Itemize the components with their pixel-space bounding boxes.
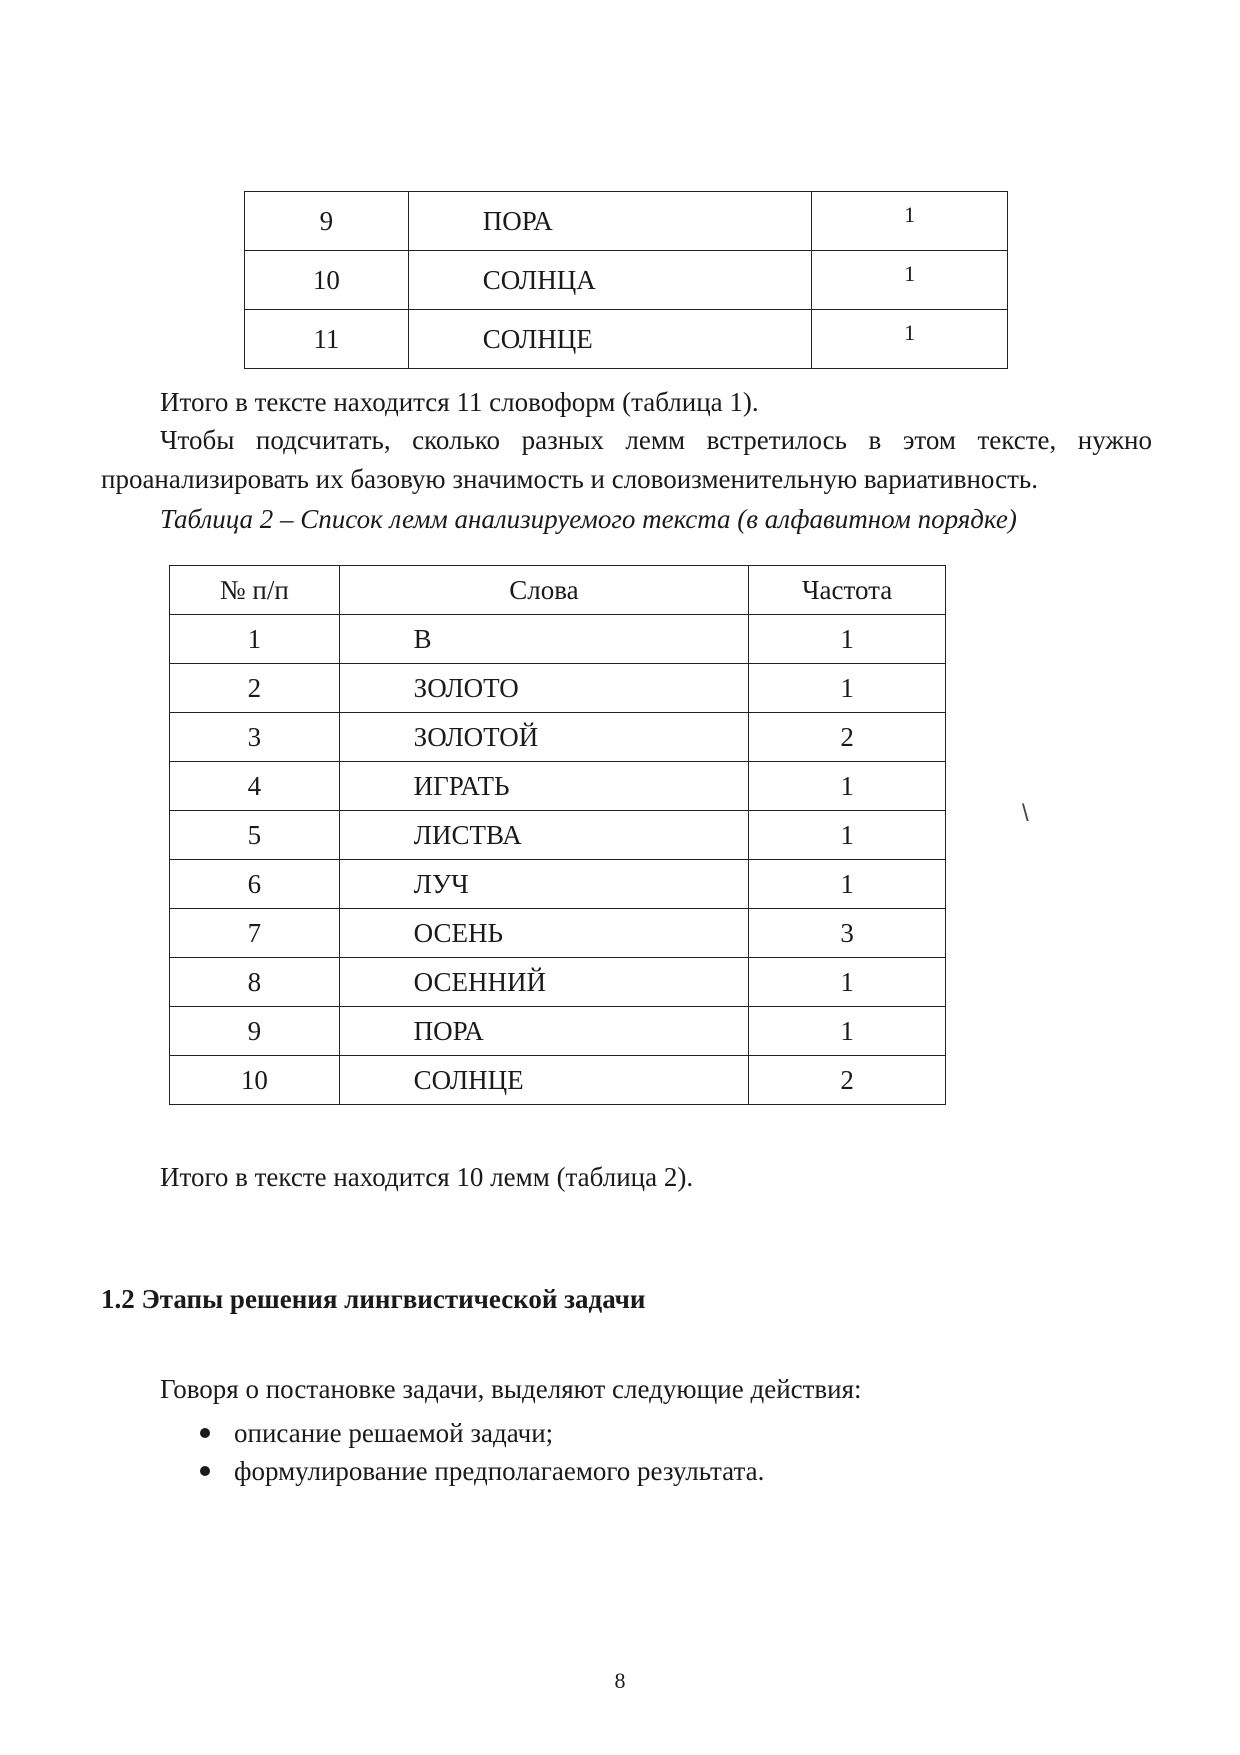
row-number: 7 — [170, 909, 340, 958]
page-number: 8 — [614, 1668, 626, 1693]
frequency-cell: 1 — [749, 1007, 946, 1056]
table-row — [170, 762, 946, 811]
header-frequency: Частота — [749, 566, 946, 615]
intro-text: Говоря о постановке задачи, выделяют следующие действия: — [160, 1374, 862, 1404]
frequency-cell: 2 — [749, 1056, 946, 1105]
frequency-cell: 3 — [749, 909, 946, 958]
table-row — [170, 664, 946, 713]
row-number: 8 — [170, 958, 340, 1007]
wordform-cell: СОЛНЦЕ — [408, 310, 812, 369]
section-heading: 1.2 Этапы решения лингвистической задачи — [101, 1284, 646, 1314]
frequency-cell: 1 — [749, 664, 946, 713]
row-number: 3 — [170, 713, 340, 762]
row-number: 5 — [170, 811, 340, 860]
lemma-cell: СОЛНЦЕ — [339, 1056, 749, 1105]
row-number: 6 — [170, 860, 340, 909]
bullet-icon — [200, 1428, 210, 1438]
lemma-cell: ОСЕНЬ — [339, 909, 749, 958]
lemma-cell: ЗОЛОТОЙ — [339, 713, 749, 762]
row-number: 9 — [170, 1007, 340, 1056]
row-number: 2 — [170, 664, 340, 713]
row-number: 10 — [245, 251, 409, 310]
list-item-text: формулирование предполагаемого результата. — [234, 1456, 765, 1486]
table-row — [170, 615, 946, 664]
frequency-cell: 1 — [749, 615, 946, 664]
frequency-cell: 1 — [812, 310, 1008, 369]
lemma-cell: ОСЕННИЙ — [339, 958, 749, 1007]
frequency-cell: 1 — [749, 860, 946, 909]
table-row — [245, 310, 1008, 369]
list-item-text: описание решаемой задачи; — [234, 1418, 554, 1448]
frequency-cell: 1 — [812, 192, 1008, 251]
wordforms-table-continuation — [244, 191, 1008, 369]
lemma-cell: ЛИСТВА — [339, 811, 749, 860]
lemma-cell: ИГРАТЬ — [339, 762, 749, 811]
row-number: 1 — [170, 615, 340, 664]
table-row — [170, 909, 946, 958]
table-row — [170, 958, 946, 1007]
total-wordforms-text: Итого в тексте находится 11 словоформ (таблица 1). — [160, 387, 759, 417]
lemma-cell: В — [339, 615, 749, 664]
table-row — [170, 1007, 946, 1056]
table-row — [170, 713, 946, 762]
row-number: 10 — [170, 1056, 340, 1105]
frequency-cell: 1 — [812, 251, 1008, 310]
header-words: Слова — [339, 566, 749, 615]
table-header-row — [170, 566, 946, 615]
paragraph-line-2: проанализировать их базовую значимость и словоизменительную вариативность. — [101, 464, 1038, 494]
row-number: 4 — [170, 762, 340, 811]
paragraph-line-1: Чтобы подсчитать, сколько разных лемм встретилось в этом тексте, нужно — [160, 425, 1152, 455]
table2-caption: Таблица 2 – Список лемм анализируемого текста (в алфавитном порядке) — [160, 504, 1017, 534]
bullet-icon — [200, 1466, 210, 1476]
row-number: 11 — [245, 310, 409, 369]
table-row — [245, 192, 1008, 251]
lemmas-table — [169, 565, 946, 1105]
table-row — [170, 860, 946, 909]
frequency-cell: 1 — [749, 811, 946, 860]
frequency-cell: 2 — [749, 713, 946, 762]
table-row — [245, 251, 1008, 310]
row-number: 9 — [245, 192, 409, 251]
lemma-cell: ПОРА — [339, 1007, 749, 1056]
frequency-cell: 1 — [749, 762, 946, 811]
table-row — [170, 1056, 946, 1105]
list-item — [200, 1453, 1000, 1489]
total-lemmas-text: Итого в тексте находится 10 лемм (таблица 2). — [160, 1162, 694, 1192]
wordform-cell: СОЛНЦА — [408, 251, 812, 310]
frequency-cell: 1 — [749, 958, 946, 1007]
table-row — [170, 811, 946, 860]
list-item — [200, 1415, 1000, 1451]
wordform-cell: ПОРА — [408, 192, 812, 251]
lemma-cell: ЛУЧ — [339, 860, 749, 909]
stray-backslash-mark: \ — [1022, 800, 1029, 827]
header-number: № п/п — [170, 566, 340, 615]
lemma-cell: ЗОЛОТО — [339, 664, 749, 713]
